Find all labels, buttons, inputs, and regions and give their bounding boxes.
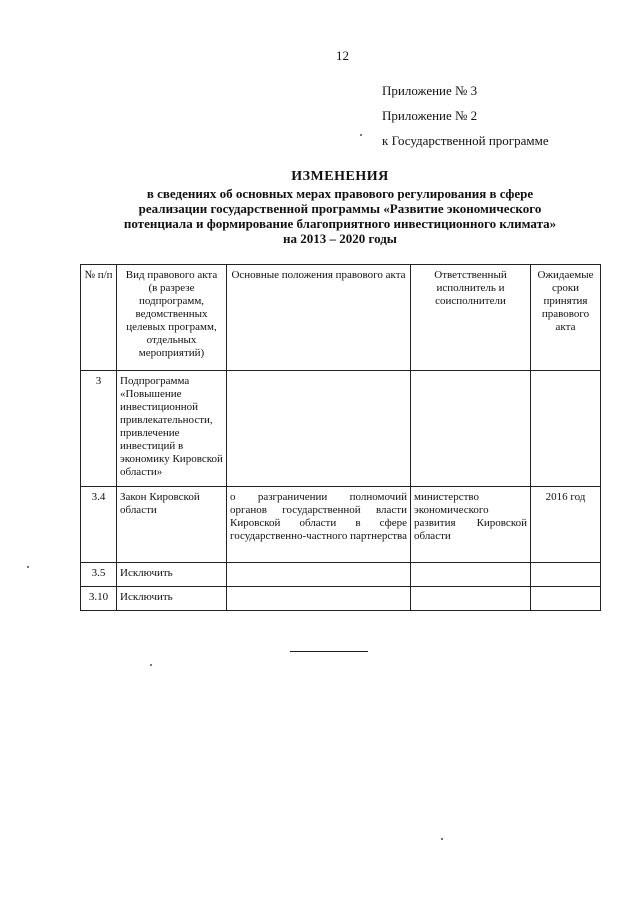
scan-speck [150, 664, 152, 666]
appendix-line-2: Приложение № 2 [382, 108, 478, 123]
row-number: 3.5 [81, 563, 117, 587]
row-responsible [411, 371, 531, 487]
header-responsible: Ответственный исполнитель и соисполнители [411, 265, 531, 371]
row-number: 3 [81, 371, 117, 487]
table-row [81, 587, 601, 611]
row-provisions [227, 371, 411, 487]
scan-speck [360, 134, 362, 136]
row-act-type: Подпрограмма «Повышение инвестиционной привлекательности, привлечение инвестиций в экономику Кировской области» [117, 371, 227, 487]
table-row [81, 487, 601, 563]
document-title [60, 168, 620, 246]
header-number: № п/п [81, 265, 117, 371]
legal-acts-table [80, 264, 601, 611]
row-responsible [411, 587, 531, 611]
appendix-block [382, 78, 549, 153]
header-deadline: Ожидаемые сроки принятия правового акта [531, 265, 601, 371]
page-number: 12 [336, 48, 349, 63]
title-subtitle-4: на 2013 – 2020 годы [283, 231, 397, 246]
closing-separator-line [290, 651, 368, 652]
row-deadline [531, 587, 601, 611]
title-subtitle-2: реализации государственной программы «Развитие экономического [138, 201, 542, 216]
row-deadline: 2016 год [531, 487, 601, 563]
row-act-type: Исключить [117, 587, 227, 611]
row-number: 3.4 [81, 487, 117, 563]
header-main-provisions: Основные положения правового акта [227, 265, 411, 371]
appendix-line-1: Приложение № 3 [382, 83, 478, 98]
row-number: 3.10 [81, 587, 117, 611]
table-row [81, 371, 601, 487]
row-act-type: Закон Кировской области [117, 487, 227, 563]
row-provisions [227, 563, 411, 587]
scan-speck [441, 838, 443, 840]
table-header-row [81, 265, 601, 371]
row-deadline [531, 371, 601, 487]
row-provisions: о разграничении полномочий органов государственной власти Кировской области в сфере государственно-частного партнерства [227, 487, 411, 563]
header-act-type: Вид правового акта (в разрезе подпрограмм, ведомственных целевых программ, отдельных мероприятий) [117, 265, 227, 371]
title-subtitle-1: в сведениях об основных мерах правового регулирования в сфере [146, 186, 534, 201]
title-heading: ИЗМЕНЕНИЯ [291, 169, 389, 184]
row-responsible: министерство экономического развития Кировской области [411, 487, 531, 563]
row-act-type: Исключить [117, 563, 227, 587]
appendix-line-3: к Государственной программе [382, 133, 549, 148]
row-provisions [227, 587, 411, 611]
row-responsible [411, 563, 531, 587]
row-deadline [531, 563, 601, 587]
table-row [81, 563, 601, 587]
title-subtitle-3: потенциала и формирование благоприятного инвестиционного климата» [123, 216, 557, 231]
scan-speck [27, 566, 29, 568]
